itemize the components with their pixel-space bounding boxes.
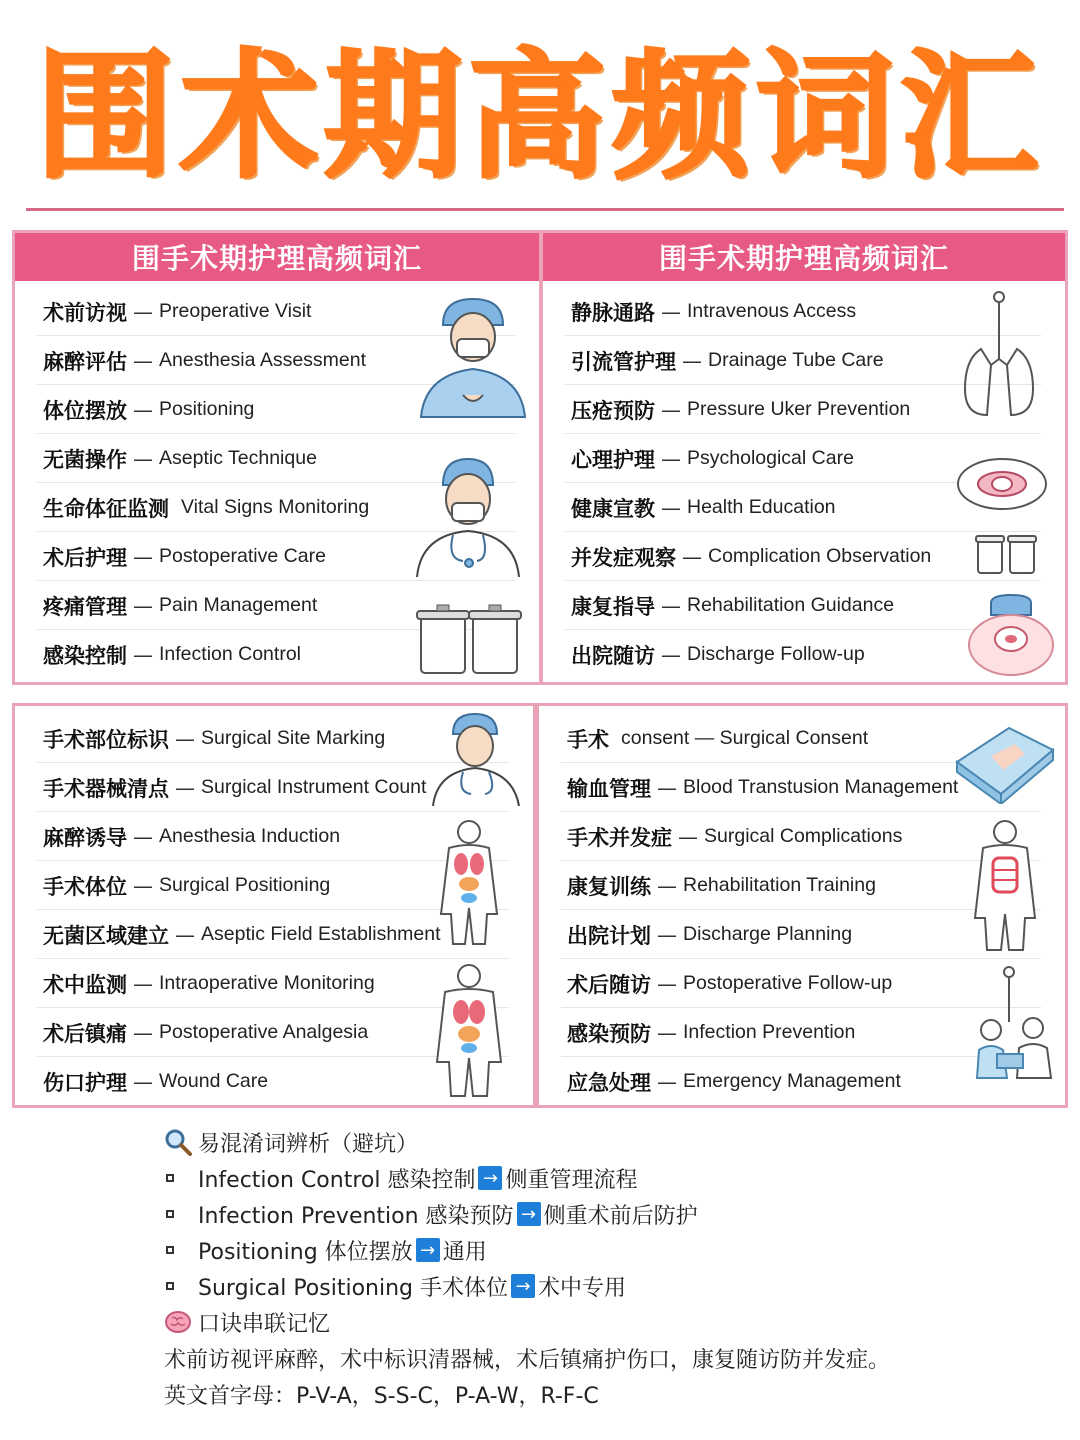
confusing-title-line [164,1124,1044,1160]
arrow-icon: → [511,1274,535,1298]
term-chinese: 健康宣教 [571,496,655,521]
term-separator: — [661,495,681,520]
term-separator: — [657,1069,677,1094]
term-chinese: 生命体征监测 [43,496,169,521]
term-chinese: 感染预防 [567,1021,651,1046]
mnemonic-text: 术前访视评麻醉，术中标识清器械，术后镇痛护伤口，康复随访防并发症。 [164,1347,891,1373]
term-separator: — [133,397,153,422]
term-separator: — [133,593,153,618]
term-english: Discharge Follow-up [687,643,865,665]
term-english: Aseptic Technique [159,447,317,469]
anatomy-body-icon [967,818,1043,952]
term-chinese: 手术并发症 [567,825,672,850]
term-chinese: 手术体位 [43,874,127,899]
term-separator: — [657,873,677,898]
panel-top-left [12,230,542,685]
term-separator: — [657,775,677,800]
term-english: Intraoperative Monitoring [159,972,375,994]
term-separator: — [133,642,153,667]
term-chinese: 手术部位标识 [43,727,169,752]
term-separator: — [133,873,153,898]
panel-bottom-left [12,703,536,1108]
term-separator: — [133,824,153,849]
term-chinese: 出院计划 [567,923,651,948]
term-chinese: 出院随访 [571,643,655,668]
term-chinese: 无菌区域建立 [43,923,169,948]
term-english: Intravenous Access [687,300,857,322]
magnifier-icon [164,1128,192,1156]
anatomy-body-icon [431,962,507,1098]
mnemonic-title-line [164,1304,1044,1340]
panel-bottom-right [536,703,1068,1108]
term-chinese: 无菌操作 [43,447,127,472]
term-english: Anesthesia Induction [159,825,341,847]
notes-section [164,1124,1044,1412]
term-chinese: 术后护理 [43,545,127,570]
pair-line [164,1268,1044,1304]
term-english: Infection Prevention [683,1021,856,1043]
term-chinese: 引流管护理 [571,349,676,374]
term-english: Drainage Tube Care [708,349,884,371]
iv-drip-icon [951,289,1047,425]
term-separator: — [657,971,677,996]
term-separator: — [661,299,681,324]
term-english: Emergency Management [683,1070,901,1092]
term-separator: — [682,348,702,373]
pair-desc: 通用 [442,1239,487,1265]
panel-header: 围手术期护理高频词汇 [543,233,1065,281]
term-english: Surgical Instrument Count [201,776,427,798]
arrow-icon: → [478,1166,502,1190]
pair-line [164,1196,1044,1232]
term-chinese: 并发症观察 [571,545,676,570]
arrow-icon: → [517,1202,541,1226]
term-separator: — [133,348,153,373]
term-chinese: 压疮预防 [571,398,655,423]
term-separator: — [175,922,195,947]
mnemonic-title: 口诀串联记忆 [198,1311,331,1337]
term-separator: — [133,299,153,324]
term-english: Surgical Site Marking [201,727,386,749]
term-english: Postoperative Follow-up [683,972,893,994]
term-english: Complication Observation [708,545,932,567]
term-separator: — [678,824,698,849]
term-separator: — [657,922,677,947]
term-chinese: 疼痛管理 [43,594,127,619]
term-chinese: 术后镇痛 [43,1021,127,1046]
term-chinese: 术后随访 [567,972,651,997]
arrow-icon: → [416,1238,440,1262]
term-english: Pain Management [159,594,318,616]
term-english: Anesthesia Assessment [159,349,367,371]
term-separator: — [133,1020,153,1045]
term-english: Infection Control [159,643,301,665]
term-separator: — [175,726,195,751]
term-chinese: 体位摆放 [43,398,127,423]
initials-text: 英文首字母：P-V-A，S-S-C，P-A-W，R-F-C [164,1383,599,1409]
pair-term: Infection Prevention 感染预防 [198,1203,514,1229]
term-chinese: 麻醉评估 [43,349,127,374]
term-chinese: 感染控制 [43,643,127,668]
term-separator: — [661,397,681,422]
pairs-list [164,1160,1044,1304]
bullet-icon [166,1246,174,1254]
term-separator: — [133,446,153,471]
nurse-patient-icon [967,1014,1059,1082]
anatomy-body-icon [431,818,507,946]
term-english: Vital Signs Monitoring [181,496,370,518]
term-english: Rehabilitation Guidance [687,594,895,616]
title-divider [26,208,1064,211]
bullet-icon [166,1174,174,1182]
pair-term: Surgical Positioning 手术体位 [198,1275,508,1301]
pair-term: Positioning 体位摆放 [198,1239,413,1265]
term-english: Surgical Positioning [159,874,331,896]
term-row [539,959,1065,1008]
term-separator: — [661,446,681,471]
pair-desc: 术中专用 [538,1275,627,1301]
term-chinese: 静脉通路 [571,300,655,325]
term-english: Postoperative Analgesia [159,1021,369,1043]
term-english: Positioning [159,398,255,420]
term-english: Rehabilitation Training [683,874,876,896]
term-chinese: 输血管理 [567,776,651,801]
panel-header: 围手术期护理高频词汇 [15,233,539,281]
pair-line [164,1160,1044,1196]
term-english: Pressure Uker Prevention [687,398,911,420]
term-separator: — [682,544,702,569]
term-english: Health Education [687,496,836,518]
term-chinese: 心理护理 [571,447,655,472]
sterile-containers-icon [415,603,523,677]
term-chinese: 康复训练 [567,874,651,899]
pair-line [164,1232,1044,1268]
page-title: 围术期高频词汇 [35,36,1044,197]
pair-desc: 侧重术前后防护 [543,1203,698,1229]
pair-desc: 侧重管理流程 [505,1167,638,1193]
bullet-icon [166,1282,174,1290]
term-separator: — [175,775,195,800]
consent-pad-icon [953,720,1057,804]
term-english: Preoperative Visit [159,300,312,322]
wound-dressing-icon [963,593,1059,679]
term-english: Surgical Complications [704,825,903,847]
term-chinese: 术中监测 [43,972,127,997]
term-separator: — [661,642,681,667]
term-chinese: 康复指导 [571,594,655,619]
term-separator: — [133,971,153,996]
term-chinese: 术前访视 [43,300,127,325]
term-chinese: 麻醉诱导 [43,825,127,850]
term-separator: — [133,1069,153,1094]
term-english: Postoperative Care [159,545,326,567]
term-chinese: 应急处理 [567,1070,651,1095]
term-english: Psychological Care [687,447,854,469]
pair-term: Infection Control 感染控制 [198,1167,476,1193]
term-english: Discharge Planning [683,923,853,945]
term-separator: — [133,544,153,569]
brain-icon [164,1308,192,1336]
term-chinese: 手术 [567,727,609,752]
term-separator: — [657,1020,677,1045]
term-english: Aseptic Field Establishment [201,923,441,945]
term-english: Wound Care [159,1070,269,1092]
bullet-icon [166,1210,174,1218]
panel-top-right [540,230,1068,685]
confusing-title: 易混淆词辨析（避坑） [198,1131,419,1157]
pressure-cushion-icon [955,455,1049,513]
term-english: Blood Transtusion Management [683,776,959,798]
term-english: consent — Surgical Consent [621,727,869,749]
term-chinese: 伤口护理 [43,1070,127,1095]
term-chinese: 手术器械清点 [43,776,169,801]
specimen-containers-icon [975,533,1037,575]
doctor-stethoscope-icon [427,712,525,808]
doctor-icon [407,455,529,580]
surgeon-icon [413,295,533,420]
term-separator: — [661,593,681,618]
